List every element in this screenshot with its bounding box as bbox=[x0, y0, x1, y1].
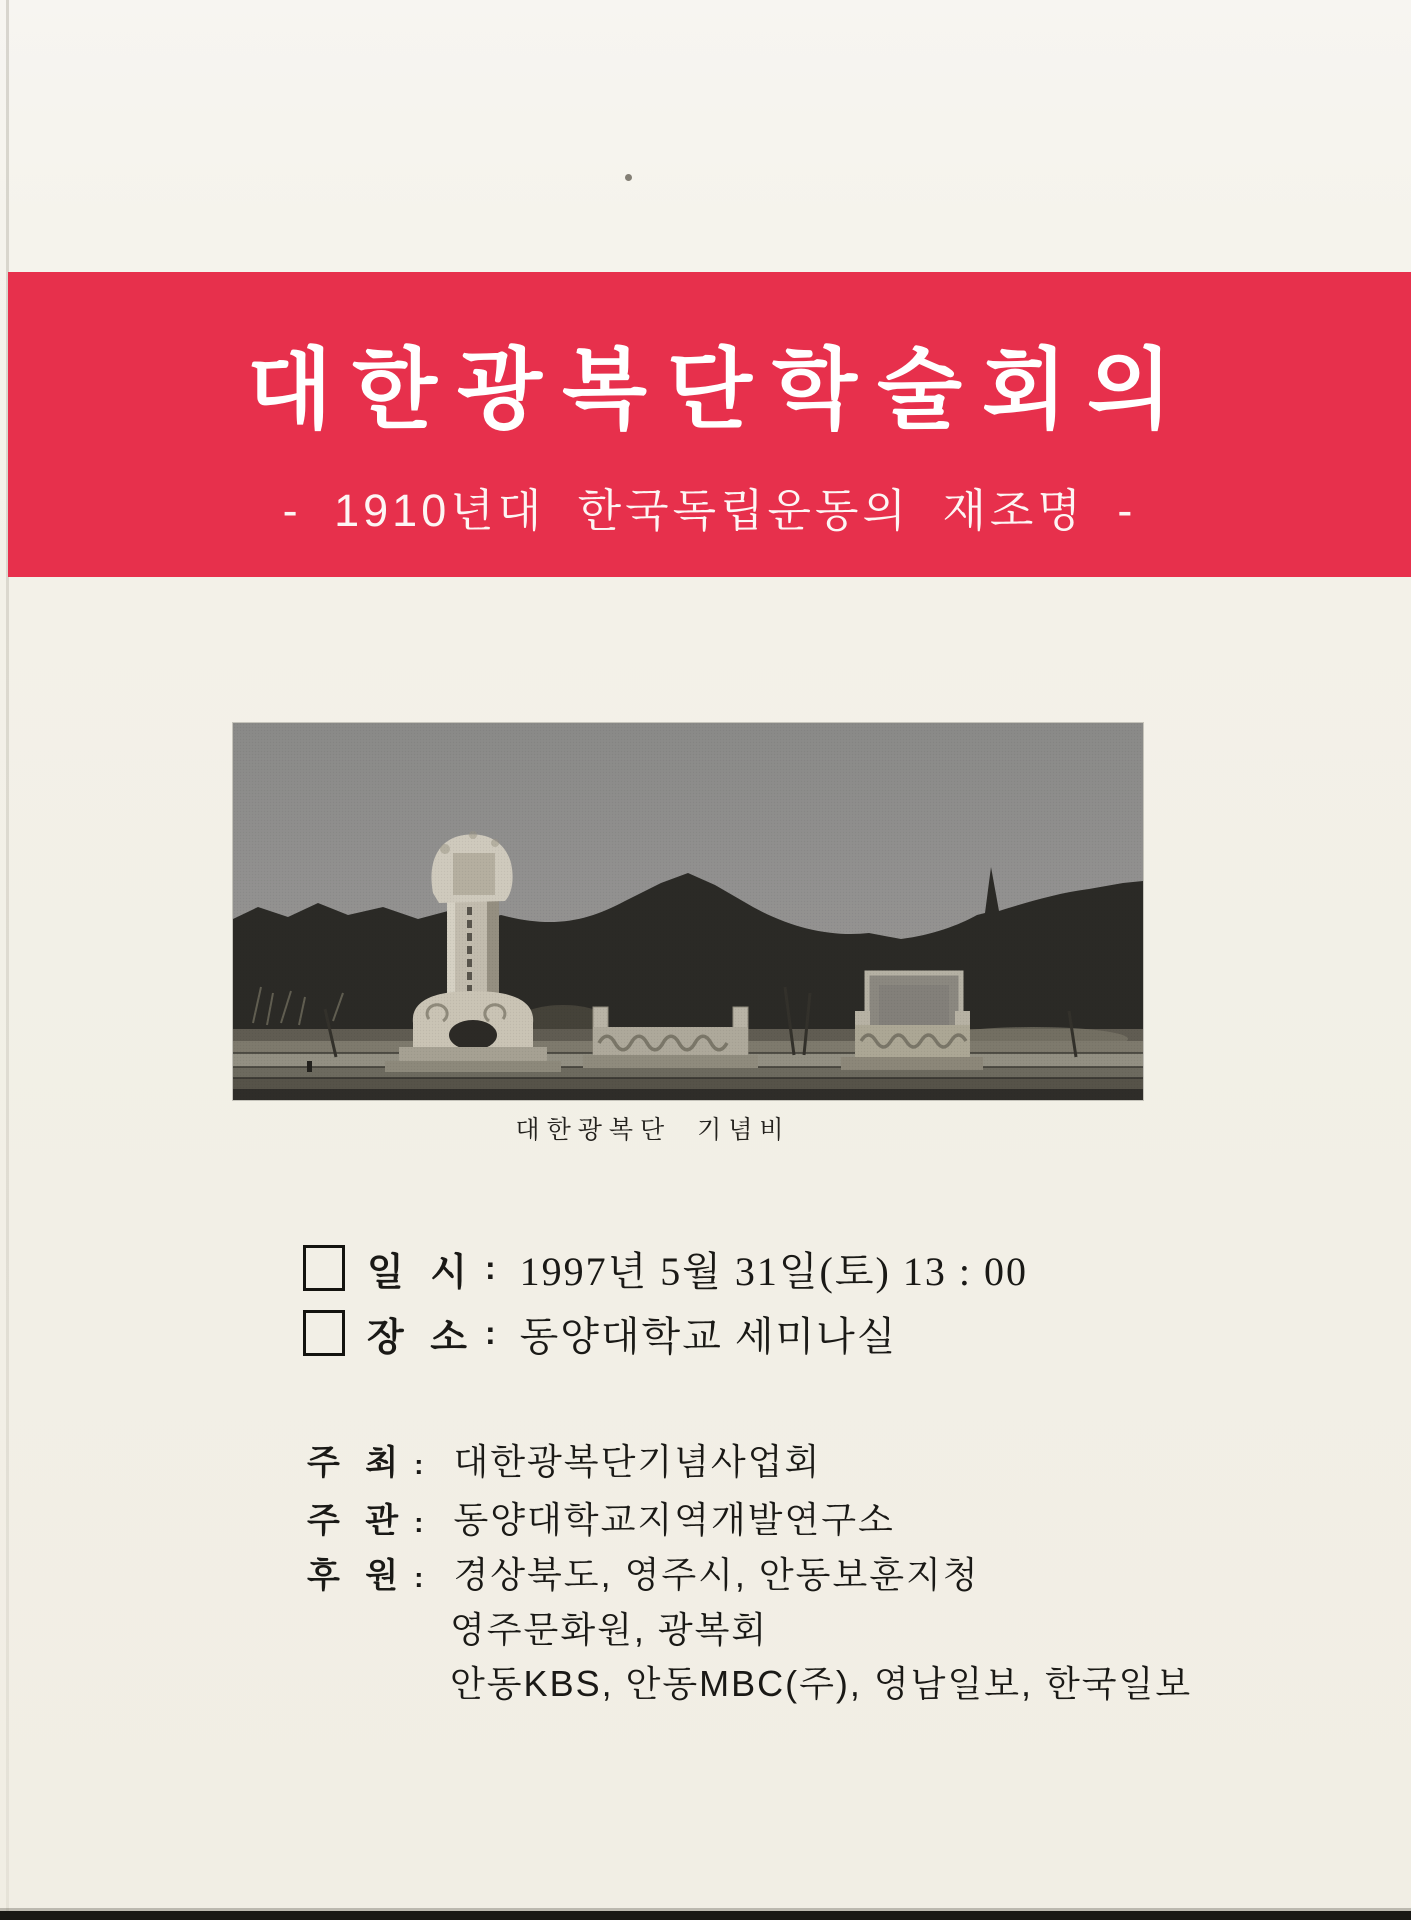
event-venue-label: 장 소 bbox=[367, 1316, 475, 1359]
memorial-photo-image bbox=[233, 723, 1143, 1100]
sponsor-value: 경상북도, 영주시, 안동보훈지청 bbox=[453, 1554, 980, 1595]
sponsor-label: 후 원 bbox=[307, 1557, 407, 1595]
host-value: 대한광복단기념사업회 bbox=[453, 1441, 822, 1482]
checkbox-square-icon bbox=[303, 1310, 345, 1356]
event-date-label: 일 시 bbox=[367, 1251, 475, 1294]
title-banner bbox=[8, 272, 1411, 577]
credit-row-host bbox=[307, 1434, 821, 1485]
credit-row-sponsor bbox=[307, 1547, 980, 1598]
host-label: 주 최 bbox=[307, 1444, 407, 1482]
event-info-row-venue bbox=[303, 1308, 897, 1358]
sponsor-continuation-line: 영주문화원, 광복회 bbox=[450, 1609, 769, 1650]
organizer-label: 주 관 bbox=[307, 1502, 407, 1540]
credit-row-organizer bbox=[307, 1492, 895, 1543]
colon-separator: : bbox=[414, 1507, 424, 1538]
conference-title: 대한광복단학술회의 bbox=[246, 340, 1193, 439]
event-info-row-date bbox=[303, 1243, 1028, 1293]
memorial-photo bbox=[233, 723, 1143, 1100]
checkbox-square-icon bbox=[303, 1245, 345, 1291]
photo-halftone-overlay bbox=[233, 723, 1143, 1100]
colon-separator: : bbox=[414, 1562, 424, 1593]
conference-subtitle: - 1910년대 한국독립운동의 재조명 - bbox=[282, 485, 1137, 536]
colon-separator: : bbox=[414, 1449, 424, 1480]
colon-separator: : bbox=[484, 1314, 496, 1351]
organizer-value: 동양대학교지역개발연구소 bbox=[453, 1499, 895, 1540]
event-date-value: 1997년 5월 31일(토) 13 : 00 bbox=[519, 1248, 1028, 1294]
sponsor-continuation-line: 안동KBS, 안동MBC(주), 영남일보, 한국일보 bbox=[450, 1663, 1193, 1704]
colon-separator: : bbox=[484, 1249, 496, 1286]
event-venue-value: 동양대학교 세미나실 bbox=[519, 1313, 898, 1359]
page-bottom-edge bbox=[0, 1911, 1411, 1920]
scan-speck bbox=[625, 174, 632, 181]
photo-caption: 대한광복단 기념비 bbox=[515, 1116, 791, 1144]
